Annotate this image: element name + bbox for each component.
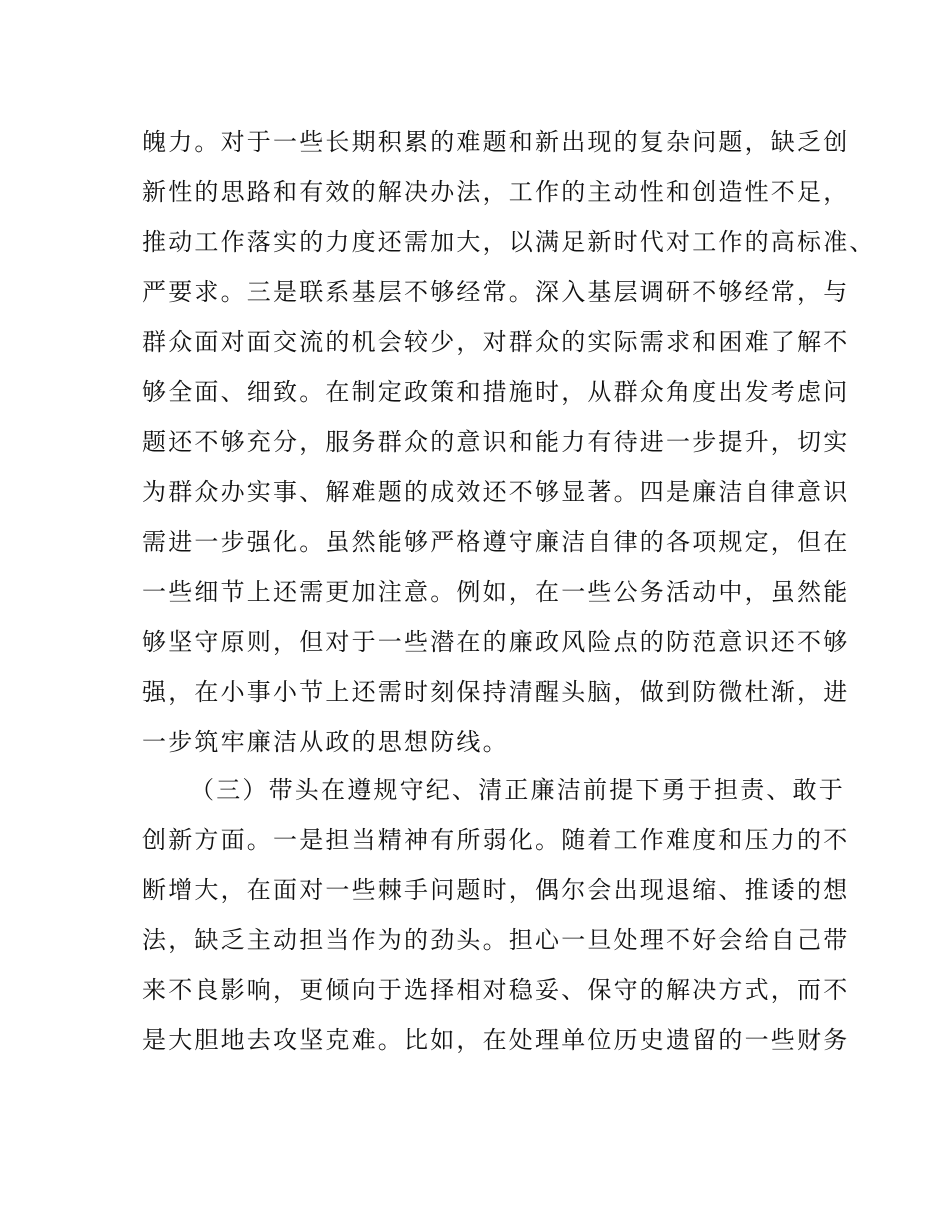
text-line: 需进一步强化。虽然能够严格遵守廉洁自律的各项规定，但在 (142, 528, 850, 556)
text-line: 为群众办实事、解难题的成效还不够显著。四是廉洁自律意识 (142, 478, 850, 506)
text-line: 题还不够充分，服务群众的意识和能力有待进一步提升，切实 (142, 428, 850, 456)
text-line: 群众面对面交流的机会较少，对群众的实际需求和困难了解不 (142, 328, 850, 356)
paragraph-2 (142, 765, 850, 1065)
text-line: 一步筑牢廉洁从政的思想防线。 (142, 728, 509, 756)
paragraph-1 (142, 117, 876, 767)
section-heading-line: （三）带头在遵规守纪、清正廉洁前提下勇于担责、敢于 (190, 776, 845, 804)
text-line: 一些细节上还需更加注意。例如，在一些公务活动中，虽然能 (142, 578, 850, 606)
text-line: 法，缺乏主动担当作为的劲头。担心一旦处理不好会给自己带 (142, 926, 850, 954)
text-line: 严要求。三是联系基层不够经常。深入基层调研不够经常，与 (142, 278, 850, 306)
text-line: 新性的思路和有效的解决办法，工作的主动性和创造性不足， (142, 178, 850, 206)
text-line: 创新方面。一是担当精神有所弱化。随着工作难度和压力的不 (142, 826, 850, 854)
text-line: 够全面、细致。在制定政策和措施时，从群众角度出发考虑问 (142, 378, 850, 406)
text-line: 够坚守原则，但对于一些潜在的廉政风险点的防范意识还不够 (142, 628, 850, 656)
text-line: 来不良影响，更倾向于选择相对稳妥、保守的解决方式，而不 (142, 976, 850, 1004)
text-line: 魄力。对于一些长期积累的难题和新出现的复杂问题，缺乏创 (142, 128, 850, 156)
text-line: 强，在小事小节上还需时刻保持清醒头脑，做到防微杜渐，进 (142, 678, 850, 706)
text-line: 推动工作落实的力度还需加大，以满足新时代对工作的高标准、 (142, 228, 876, 256)
text-line: 断增大，在面对一些棘手问题时，偶尔会出现退缩、推诿的想 (142, 876, 850, 904)
text-line: 是大胆地去攻坚克难。比如，在处理单位历史遗留的一些财务 (142, 1026, 850, 1054)
